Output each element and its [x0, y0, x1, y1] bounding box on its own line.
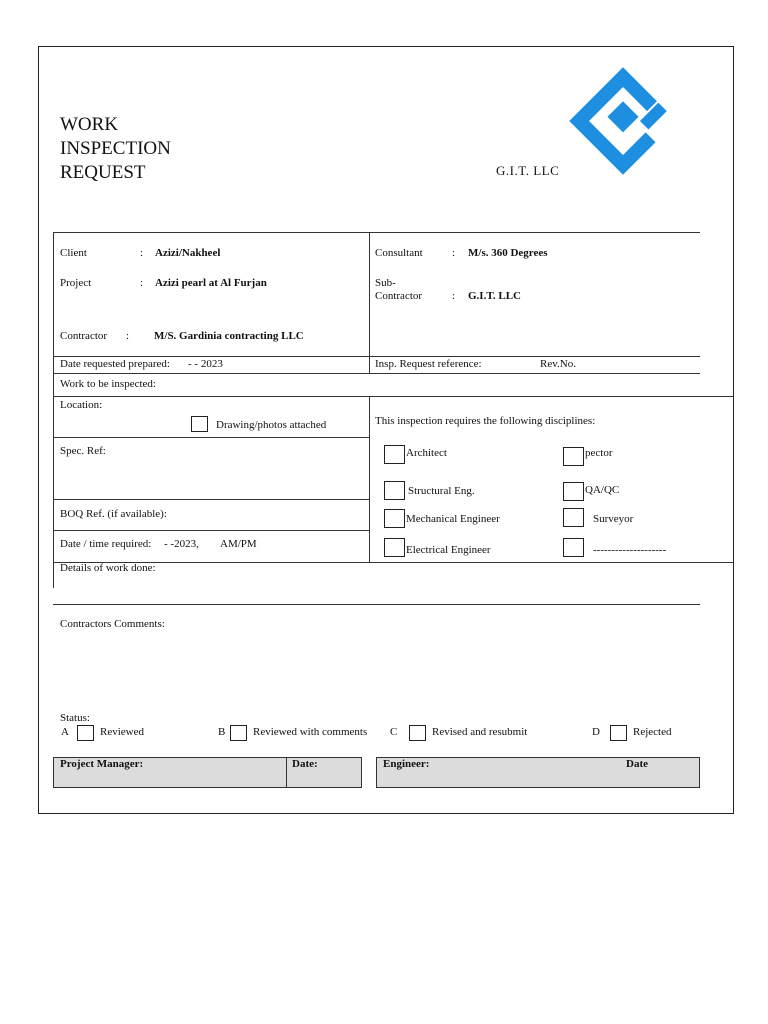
rev-no-label: Rev.No. — [540, 358, 576, 370]
date-requested-label: Date requested prepared: — [60, 358, 170, 370]
status-reviewed-with-comments-checkbox[interactable] — [230, 725, 247, 741]
inspector-checkbox[interactable] — [563, 447, 584, 466]
divider — [286, 757, 287, 788]
disciplines-heading: This inspection requires the following disciplines: — [375, 415, 596, 427]
contractor-value: M/S. Gardinia contracting LLC — [154, 330, 304, 342]
project-manager-label: Project Manager: — [60, 758, 144, 770]
ampm-label: AM/PM — [220, 538, 257, 550]
project-manager-date-label: Date: — [292, 758, 318, 770]
status-reviewed-label: Reviewed — [100, 726, 144, 738]
engineer-label: Engineer: — [383, 758, 430, 770]
title-line-3: REQUEST — [60, 162, 146, 183]
subcontractor-colon: : — [452, 290, 456, 302]
project-colon: : — [140, 277, 144, 289]
divider — [369, 357, 370, 373]
project-label: Project — [60, 277, 92, 289]
status-c-letter: C — [390, 726, 398, 738]
form-title — [60, 113, 171, 185]
architect-checkbox[interactable] — [384, 445, 405, 464]
client-label: Client — [60, 247, 87, 259]
work-to-be-inspected-label: Work to be inspected: — [60, 378, 156, 390]
divider — [369, 232, 370, 356]
divider — [53, 396, 734, 397]
electrical-engineer-label: Electrical Engineer — [406, 544, 491, 556]
divider — [369, 396, 370, 562]
boq-ref-label: BOQ Ref. (if available): — [60, 508, 167, 520]
consultant-label: Consultant — [375, 247, 423, 259]
date-time-required-value[interactable]: - -2023, — [164, 538, 199, 550]
title-line-2: INSPECTION — [60, 138, 171, 159]
client-colon: : — [140, 247, 144, 259]
divider — [53, 499, 369, 500]
status-rejected-checkbox[interactable] — [610, 725, 627, 741]
insp-ref-label: Insp. Request reference: — [375, 358, 482, 370]
mechanical-engineer-label: Mechanical Engineer — [406, 513, 500, 525]
project-value: Azizi pearl at Al Furjan — [155, 277, 267, 289]
subcontractor-label-2: Contractor — [375, 290, 423, 302]
contractor-colon: : — [126, 330, 130, 342]
other-discipline-label: -------------------- — [593, 544, 667, 556]
qaqc-checkbox[interactable] — [563, 482, 584, 501]
status-a-letter: A — [61, 726, 69, 738]
date-time-required-label: Date / time required: — [60, 538, 152, 550]
qaqc-label: QA/QC — [585, 484, 620, 496]
surveyor-label: Surveyor — [593, 513, 634, 525]
client-value: Azizi/Nakheel — [155, 247, 221, 259]
consultant-colon: : — [452, 247, 456, 259]
divider — [53, 232, 700, 233]
title-line-1: WORK — [60, 114, 119, 135]
subcontractor-value: G.I.T. LLC — [468, 290, 521, 302]
inspector-label: pector — [585, 447, 613, 459]
status-d-letter: D — [592, 726, 600, 738]
status-rejected-label: Rejected — [633, 726, 672, 738]
divider — [53, 232, 54, 588]
logo-inner-square — [607, 101, 638, 132]
status-reviewed-checkbox[interactable] — [77, 725, 94, 741]
location-label: Location: — [60, 399, 103, 411]
company-name: G.I.T. LLC — [496, 163, 560, 178]
divider — [53, 604, 700, 605]
divider — [53, 373, 700, 374]
electrical-engineer-checkbox[interactable] — [384, 538, 405, 557]
status-b-letter: B — [218, 726, 226, 738]
surveyor-checkbox[interactable] — [563, 508, 584, 527]
spec-ref-label: Spec. Ref: — [60, 445, 106, 457]
divider — [53, 530, 369, 531]
status-label: Status: — [60, 712, 90, 724]
company-logo — [566, 64, 680, 178]
architect-label: Architect — [406, 447, 447, 459]
date-requested-value[interactable]: - - 2023 — [188, 358, 223, 370]
engineer-date-label: Date — [626, 758, 648, 770]
subcontractor-label-1: Sub- — [375, 277, 396, 289]
status-revised-resubmit-checkbox[interactable] — [409, 725, 426, 741]
contractors-comments-label: Contractors Comments: — [60, 618, 165, 630]
other-discipline-checkbox[interactable] — [563, 538, 584, 557]
consultant-value: M/s. 360 Degrees — [468, 247, 548, 259]
drawing-attached-label: Drawing/photos attached — [216, 419, 327, 431]
mechanical-engineer-checkbox[interactable] — [384, 509, 405, 528]
structural-eng-checkbox[interactable] — [384, 481, 405, 500]
divider — [53, 437, 369, 438]
status-revised-resubmit-label: Revised and resubmit — [432, 726, 528, 738]
status-reviewed-with-comments-label: Reviewed with comments — [253, 726, 368, 738]
contractor-label: Contractor — [60, 330, 108, 342]
details-of-work-label: Details of work done: — [60, 562, 156, 574]
structural-eng-label: Structural Eng. — [408, 485, 475, 497]
divider — [53, 356, 700, 357]
drawing-attached-checkbox[interactable] — [191, 416, 208, 432]
